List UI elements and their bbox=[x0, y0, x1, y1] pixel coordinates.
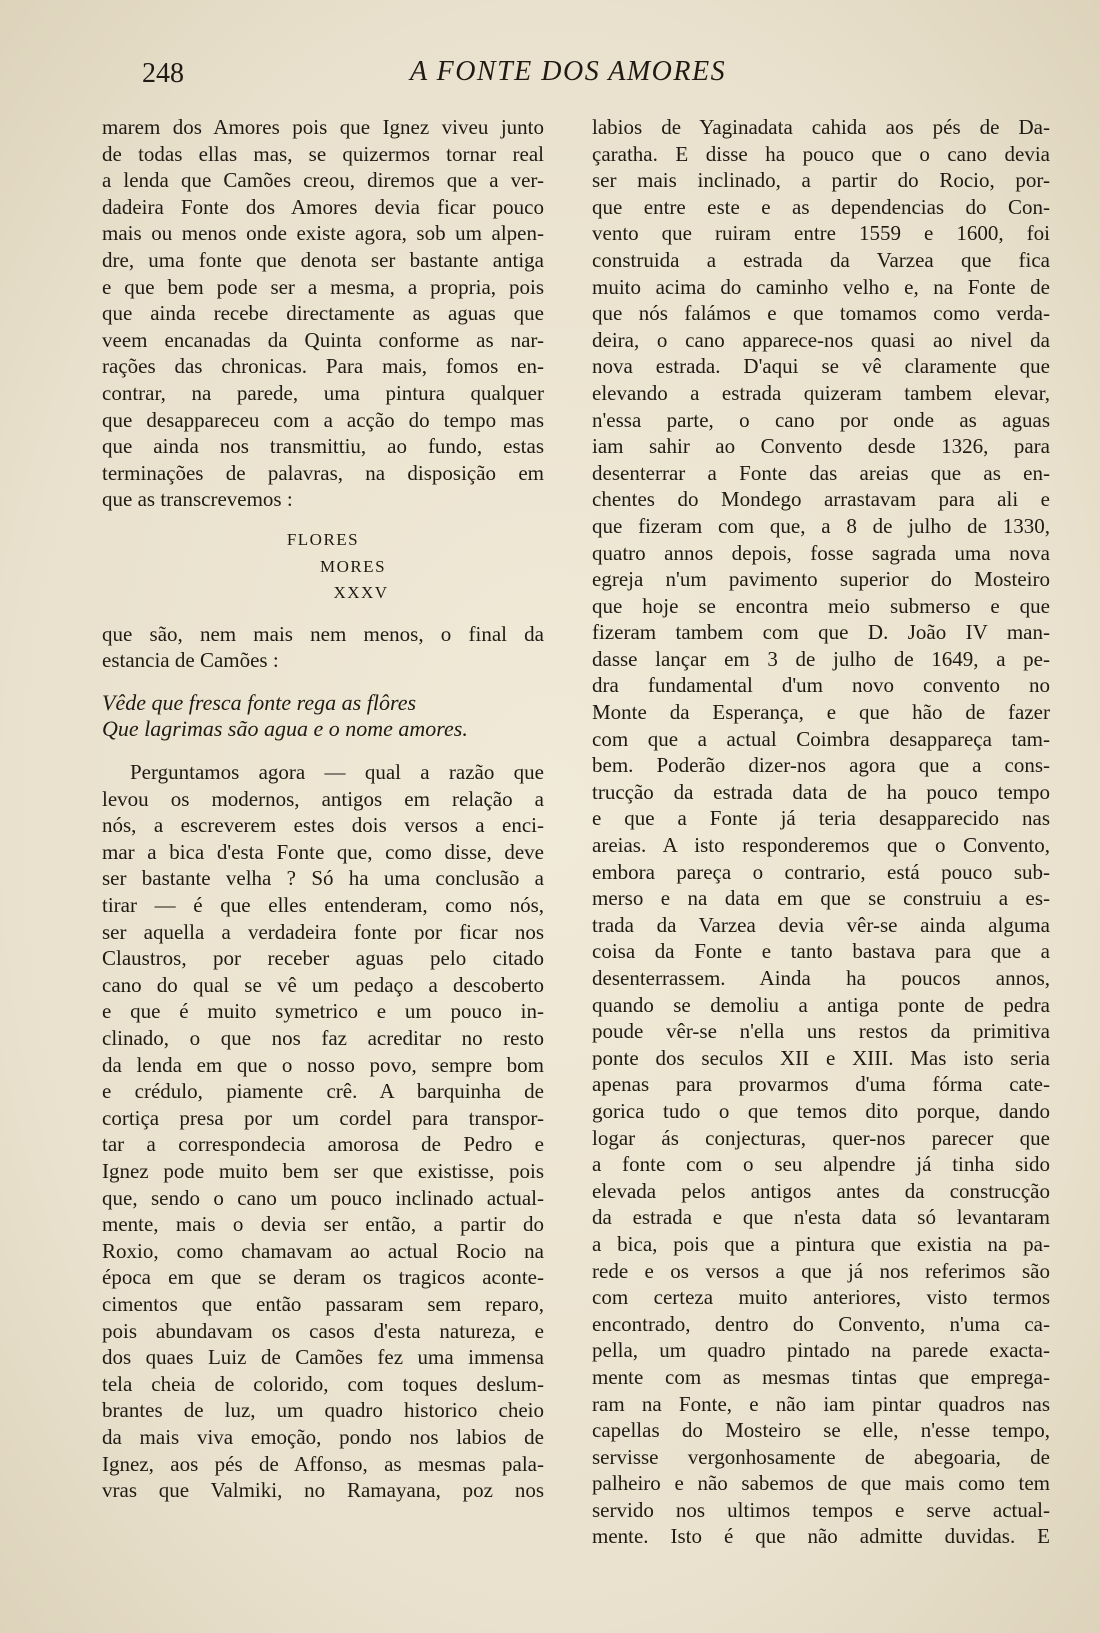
right-text-line: apenas para provarmos d'uma fórma cate- bbox=[592, 1072, 1050, 1097]
left-text-line: Ignez pode muito bem ser que existisse, pois bbox=[102, 1158, 544, 1183]
right-text-line: rede e os versos a que já nos referimos são bbox=[592, 1258, 1050, 1283]
right-text-line: mente. Isto é que não admitte duvidas. E bbox=[592, 1524, 1050, 1549]
right-text-line: embora pareça o contrario, está pouco sub- bbox=[592, 859, 1050, 884]
left-text-line: dos quaes Luiz de Camões fez uma immensa bbox=[102, 1345, 544, 1370]
right-text-line: quatro annos depois, fosse sagrada uma nova bbox=[592, 540, 1050, 565]
left-text-line: contrar, na parede, uma pintura qualquer bbox=[102, 380, 544, 405]
right-text-line: ram na Fonte, e não iam pintar quadros nas bbox=[592, 1391, 1050, 1416]
left-text-line: clinado, o que nos faz acreditar no resto bbox=[102, 1026, 544, 1050]
left-text-line: Claustros, por receber aguas pelo citado bbox=[102, 946, 544, 971]
right-text-line: areias. A isto responderemos que o Convento, bbox=[592, 833, 1050, 858]
left-verse-line: Vêde que fresca fonte rega as flôres bbox=[102, 689, 417, 715]
right-text-line: Monte da Esperança, e que hão de fazer bbox=[592, 700, 1050, 725]
left-text-line: e que é muito symetrico e um pouco in- bbox=[102, 999, 544, 1024]
right-text-line: que nós falámos e que tomamos como verda- bbox=[592, 301, 1050, 326]
right-text-line: merso e na data em que se construiu a es- bbox=[592, 886, 1050, 911]
left-text-line: cortiça presa por um cordel para transpor- bbox=[102, 1105, 544, 1130]
left-text-line: cimentos que então passaram sem reparo, bbox=[102, 1291, 544, 1316]
paragraph-spacer bbox=[102, 607, 544, 621]
right-text-line: capellas do Mosteiro se elle, n'esse tempo, bbox=[592, 1418, 1050, 1443]
right-text-line: servido nos ultimos tempos e serve actual- bbox=[592, 1497, 1050, 1522]
left-inscription-fragment: FLORES bbox=[286, 529, 360, 549]
left-text-line: Perguntamos agora — qual a razão que bbox=[130, 760, 544, 785]
left-text-line: de todas ellas mas, se quizermos tornar real bbox=[102, 141, 544, 166]
right-text-line: dasse lançar em 3 de julho de 1649, a pe- bbox=[592, 646, 1050, 671]
left-text-line: que desappareceu com a acção do tempo mas bbox=[102, 407, 544, 432]
left-text-line: que as transcrevemos : bbox=[102, 487, 293, 512]
right-text-line: e que a Fonte já teria desapparecido nas bbox=[592, 806, 1050, 831]
left-text-line: brantes de luz, um quadro historico cheio bbox=[102, 1398, 544, 1423]
left-text-line: nós, a escreverem estes dois versos a enci- bbox=[102, 813, 544, 838]
paragraph-spacer bbox=[102, 513, 544, 527]
right-text-line: n'essa parte, o cano por onde as aguas bbox=[592, 407, 1050, 432]
left-text-line: a lenda que Camões creou, diremos que a ver- bbox=[102, 168, 544, 193]
left-text-line: ser aquella a verdadeira fonte por ficar nos bbox=[102, 919, 544, 944]
left-text-line: tela cheia de colorido, com toques deslum- bbox=[102, 1371, 544, 1396]
left-text-line: Ignez, aos pés de Affonso, as mesmas pala- bbox=[102, 1451, 544, 1476]
left-text-column bbox=[102, 114, 544, 1504]
right-text-column bbox=[592, 114, 1050, 1550]
right-text-line: ser mais inclinado, a partir do Rocio, por- bbox=[592, 168, 1050, 193]
right-text-line: ponte dos seculos XII e XIII. Mas isto seria bbox=[592, 1045, 1050, 1070]
right-text-line: mente com as mesmas tintas que emprega- bbox=[592, 1364, 1050, 1389]
left-text-line: tar a correspondecia amorosa de Pedro e bbox=[102, 1132, 544, 1157]
left-text-line: época em que se deram os tragicos aconte- bbox=[102, 1265, 544, 1290]
left-verse-line: Que lagrimas são agua e o nome amores. bbox=[102, 716, 468, 742]
right-text-line: trada da Varzea devia vêr-se ainda alguma bbox=[592, 912, 1050, 937]
left-text-line: vras que Valmiki, no Ramayana, poz nos bbox=[102, 1478, 544, 1503]
right-text-line: iam sahir ao Convento desde 1326, para bbox=[592, 434, 1050, 459]
right-text-line: pella, um quadro pintado na parede exacta- bbox=[592, 1338, 1050, 1363]
left-text-line: Roxio, como chamavam ao actual Rocio na bbox=[102, 1238, 544, 1263]
right-text-line: elevada pelos antigos antes da construcção bbox=[592, 1178, 1050, 1203]
right-text-line: que fizeram com que, a 8 de julho de 1330, bbox=[592, 513, 1050, 538]
left-text-line: da mais viva emoção, pondo nos labios de bbox=[102, 1424, 544, 1449]
right-text-line: encontrado, dentro do Convento, n'uma ca- bbox=[592, 1311, 1050, 1336]
left-text-line: marem dos Amores pois que Ignez viveu junto bbox=[102, 115, 544, 139]
right-text-line: que hoje se encontra meio submerso e que bbox=[592, 593, 1050, 618]
left-inscription-fragment: MORES bbox=[319, 556, 387, 576]
right-text-line: coisa da Fonte e tanto bastava para que a bbox=[592, 939, 1050, 964]
left-text-line: veem encanadas da Quinta conforme as nar- bbox=[102, 327, 544, 352]
right-text-line: bem. Poderão dizer-nos agora que a cons- bbox=[592, 753, 1050, 778]
left-text-line: que são, nem mais nem menos, o final da bbox=[102, 621, 544, 646]
left-text-line: e crédulo, piamente crê. A barquinha de bbox=[102, 1079, 544, 1104]
page-number: 248 bbox=[142, 58, 184, 89]
left-text-line: dre, uma fonte que denota ser bastante antiga bbox=[102, 247, 544, 272]
right-text-line: muito acima do caminho velho e, na Fonte de bbox=[592, 274, 1050, 299]
right-text-line: elevando a estrada quizeram tambem elevar, bbox=[592, 380, 1050, 405]
left-text-line: mar a bica d'esta Fonte que, como disse, deve bbox=[102, 839, 544, 864]
right-text-line: fizeram tambem com que D. João IV man- bbox=[592, 620, 1050, 645]
left-text-line: que, sendo o cano um pouco inclinado actual- bbox=[102, 1185, 544, 1210]
left-text-line: estancia de Camões : bbox=[102, 648, 279, 673]
left-text-line: tirar — é que elles entenderam, como nós, bbox=[102, 893, 544, 918]
left-text-line: e que bem pode ser a mesma, a propria, pois bbox=[102, 274, 544, 299]
right-text-line: da estrada e que n'esta data só levantaram bbox=[592, 1205, 1050, 1230]
right-text-line: logar ás conjecturas, quer-nos parecer que bbox=[592, 1125, 1050, 1150]
right-text-line: poude vêr-se n'ella uns restos da primitiva bbox=[592, 1019, 1050, 1044]
left-text-line: rações das chronicas. Para mais, fomos en- bbox=[102, 354, 544, 379]
left-inscription-fragment: XXXV bbox=[333, 583, 389, 603]
right-text-line: trucção da estrada data de ha pouco tempo bbox=[592, 779, 1050, 804]
right-text-line: çaratha. E disse ha pouco que o cano devia bbox=[592, 141, 1050, 166]
right-text-line: a bica, pois que a pintura que existia na pa- bbox=[592, 1231, 1050, 1256]
left-text-line: mente, mais o devia ser então, a partir do bbox=[102, 1212, 544, 1237]
right-text-line: desenterrar a Fonte das areias que as en- bbox=[592, 460, 1050, 485]
right-text-line: nova estrada. D'aqui se vê claramente que bbox=[592, 354, 1050, 379]
right-text-line: quando se demoliu a antiga ponte de pedra bbox=[592, 992, 1050, 1017]
right-text-line: labios de Yaginadata cahida aos pés de Da- bbox=[592, 115, 1050, 139]
left-text-line: ser bastante velha ? Só ha uma conclusão a bbox=[102, 866, 544, 891]
right-text-line: gorica tudo o que temos dito porque, dando bbox=[592, 1098, 1050, 1123]
left-text-line: mais ou menos onde existe agora, sob um alpen- bbox=[102, 221, 544, 246]
left-text-line: da lenda em que o nosso povo, sempre bom bbox=[102, 1052, 544, 1077]
left-text-line: dadeira Fonte dos Amores devia ficar pouco bbox=[102, 194, 544, 219]
left-text-line: cano do qual se vê um pedaço a descoberto bbox=[102, 972, 544, 997]
right-text-line: com que a actual Coimbra desappareça tam- bbox=[592, 726, 1050, 751]
right-text-line: construida a estrada da Varzea que fica bbox=[592, 247, 1050, 272]
right-text-line: vento que ruiram entre 1559 e 1600, foi bbox=[592, 221, 1050, 246]
right-text-line: chentes do Mondego arrastavam para ali e bbox=[592, 487, 1050, 512]
right-text-line: que entre este e as dependencias do Con- bbox=[592, 194, 1050, 219]
right-text-line: egreja n'um pavimento superior do Mosteiro bbox=[592, 567, 1050, 592]
right-text-line: desenterrassem. Ainda ha poucos annos, bbox=[592, 966, 1050, 990]
right-text-line: servisse vergonhosamente de abegoaria, de bbox=[592, 1444, 1050, 1469]
left-text-line: pois abundavam os casos d'esta natureza, e bbox=[102, 1318, 544, 1343]
paragraph-spacer bbox=[102, 743, 544, 759]
right-text-line: dra fundamental d'um novo convento no bbox=[592, 673, 1050, 698]
running-title: A FONTE DOS AMORES bbox=[410, 56, 727, 87]
right-text-line: a fonte com o seu alpendre já tinha sido bbox=[592, 1152, 1050, 1177]
right-text-line: palheiro e não sabemos de que mais como tem bbox=[592, 1471, 1050, 1496]
paragraph-spacer bbox=[102, 674, 544, 690]
right-text-line: deira, o cano apparece-nos quasi ao nivel da bbox=[592, 327, 1050, 352]
left-text-line: que ainda recebe directamente as aguas que bbox=[102, 301, 544, 326]
right-text-line: com certeza muito anteriores, visto termos bbox=[592, 1285, 1050, 1310]
left-text-line: levou os modernos, antigos em relação a bbox=[102, 786, 544, 811]
left-text-line: terminações de palavras, na disposição em bbox=[102, 460, 544, 485]
left-text-line: que ainda nos transmittiu, ao fundo, estas bbox=[102, 434, 544, 459]
